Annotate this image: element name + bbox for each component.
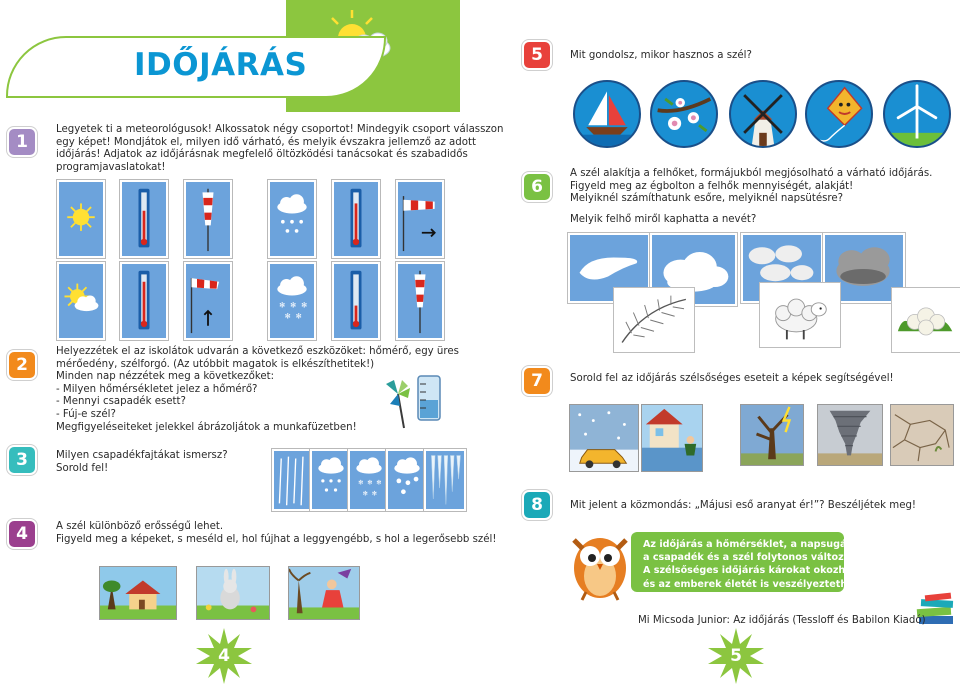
task-number-5: 5 [522, 40, 552, 70]
task-number-6: 6 [522, 172, 552, 202]
cloud-hail-icon [386, 449, 428, 511]
task7-text: Sorold fel az időjárás szélsőséges eseteit a képek segítségével! [570, 373, 894, 384]
thermometer-icon [332, 262, 380, 340]
svg-text:✻: ✻ [290, 300, 297, 310]
svg-text:✻: ✻ [367, 479, 373, 487]
task-number-7: 7 [522, 366, 552, 396]
task8-text: Mit jelent a közmondás: „Májusi eső aranyat ér!”? Beszéljétek meg! [570, 500, 917, 511]
cloud-snow-icon [268, 262, 316, 340]
drought-scene [890, 404, 954, 466]
snowstorm-car-scene [569, 404, 639, 472]
pinwheel-gauge-icon [382, 370, 444, 430]
cloud-rain-icon [310, 449, 352, 511]
sun-cloud-icon [57, 262, 105, 340]
svg-text:✻: ✻ [295, 311, 302, 321]
svg-text:✻: ✻ [371, 490, 378, 498]
thermometer-icon [120, 180, 168, 258]
svg-text:✻: ✻ [301, 300, 308, 310]
summary-box [631, 532, 873, 592]
sheep-icon [760, 283, 840, 347]
summary-line: A szélsőséges időjárás károkat okozhat, [643, 565, 860, 577]
svg-text:✻: ✻ [362, 490, 368, 498]
feather-icon [614, 288, 694, 352]
windsock-icon [184, 180, 232, 258]
task6-text: A szél alakítja a felhőket, formájukból megjósolható a várható időjárás. Figyeld meg az égbolton a felhők mennyiségét, alakját! Melyiknél számíthatunk esőre, melyiknél napsütésre? [570, 168, 933, 205]
tornado-scene [817, 404, 883, 466]
task4-text: A szél különböző erősségű lehet. Figyeld meg a képeket, s meséld el, hol fújhat a leggyengébb, s hol a legerősebb szél! [56, 521, 497, 545]
windsock-icon [396, 180, 444, 258]
thermometer-icon [120, 262, 168, 340]
rain-icon [272, 449, 314, 511]
task-number-2: 2 [7, 350, 37, 380]
wind-scene-house [99, 566, 177, 620]
thermometer-icon [332, 180, 380, 258]
page-title: IDŐJÁRÁS [134, 47, 308, 83]
wind-scene-rabbit [196, 566, 270, 620]
cloud-icon [268, 180, 316, 258]
summary-line: és az emberek életét is veszélyeztetheti. [643, 578, 866, 590]
svg-text:✻: ✻ [358, 479, 364, 487]
owl-icon [562, 522, 640, 602]
sun-icon [57, 180, 105, 258]
page-number-4: 4 [196, 628, 252, 684]
page-number-5: 5 [708, 628, 764, 684]
task-number-8: 8 [522, 490, 552, 520]
summary-line: a csapadék és a szél folytonos változása. [643, 552, 866, 564]
task1-text: Legyetek ti a meteorológusok! Alkossatok négy csoportot! Mindegyik csoport válasszon egy képet! Mondjátok el, milyen idő várható, és melyik évszakra jellemző az adott időjárás! Adjatok az időjárásnak megfelelő öltözködési tanácsokat és szabadidős programjavaslatokat! [56, 124, 504, 173]
task-number-4: 4 [7, 519, 37, 549]
svg-text:✻: ✻ [284, 311, 291, 321]
windmill-icon [729, 80, 797, 148]
source-credit: Mi Micsoda Junior: Az időjárás (Tessloff és Babilon Kiadó) [638, 615, 926, 626]
task-number-1: 1 [7, 127, 37, 157]
wind-scene-girl [288, 566, 360, 620]
svg-text:✻: ✻ [279, 300, 286, 310]
blossom-icon [650, 80, 718, 148]
summary-line: Az időjárás a hőmérséklet, a napsugárzás, [643, 539, 873, 550]
windsock-icon [396, 262, 444, 340]
windsock-icon [184, 262, 232, 340]
icicles-icon [424, 449, 466, 511]
task3-text: Milyen csapadékfajtákat ismersz? Sorold fel! [56, 450, 228, 474]
wind-turbine-icon [883, 80, 951, 148]
task5-text: Mit gondolsz, mikor hasznos a szél? [570, 50, 752, 61]
flood-scene [641, 404, 703, 472]
cloud-snow-icon [348, 449, 390, 511]
task2-text: Helyezzétek el az iskolátok udvarán a következő eszközöket: hőmérő, egy üres mérőedény, szélforgó. (Az utóbbit magatok is elkészíthetitek!) Minden nap nézzétek meg a következőket: - Milyen hőmérsékletet jelez a hőmérő? - Mennyi csapadék esett? - Fúj-e szél? Megfigyeléseiteket jelekkel ábrázoljátok a munkafüzetben! [56, 346, 459, 433]
lightning-tree-scene [740, 404, 804, 466]
kite-icon [805, 80, 873, 148]
sailboat-icon [573, 80, 641, 148]
task-number-3: 3 [7, 445, 37, 475]
task6-question: Melyik felhő miről kaphatta a nevét? [570, 214, 757, 225]
svg-text:✻: ✻ [376, 479, 382, 487]
cauliflower-icon [892, 288, 960, 352]
